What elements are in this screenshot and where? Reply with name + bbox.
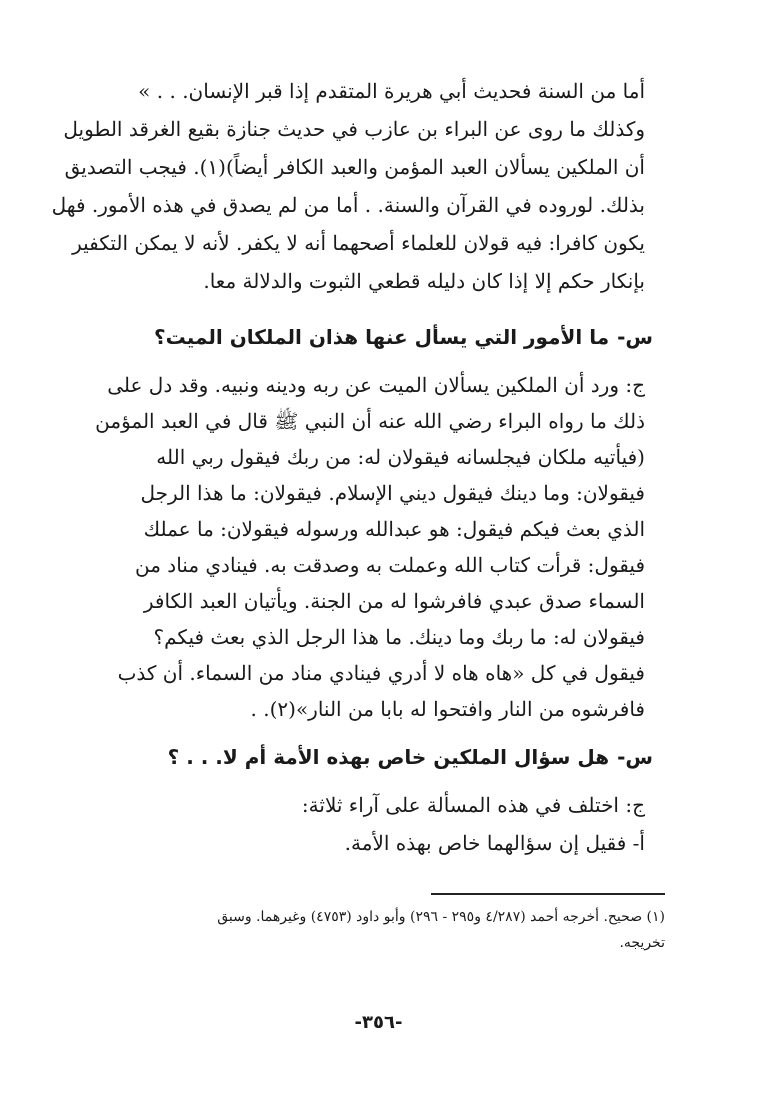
footnote [90,904,665,956]
intro-line-2: وكذلك ما روى عن البراء بن عازب في حديث جنازة بقيع الغرقد الطويل [63,117,645,141]
answer-paragraph-1 [90,368,645,728]
intro-line-1: أما من السنة فحديث أبي هريرة المتقدم إذا قبر الإنسان. . . » [138,79,645,103]
question-marker: س- [617,325,653,349]
answer2-line-1: ج: اختلف في هذه المسألة على آراء ثلاثة: [301,793,645,817]
intro-line-4: بذلك. لوروده في القرآن والسنة. . أما من لم يصدق في هذه الأمور. فهل [51,193,645,217]
question-marker: س- [617,745,653,769]
answer1-line-10: فافرشوه من النار وافتحوا له بابا من النار»(٢). . [250,697,645,721]
answer1-line-3: (فيأتيه ملكان فيجلسانه فيقولان له: من ربك فيقول ربي الله [156,445,645,469]
intro-line-3: أن الملكين يسألان العبد المؤمن والعبد الكافر أيضاً)(١). فيجب التصديق [64,155,645,179]
answer1-line-2: ذلك ما رواه البراء رضي الله عنه أن النبي ﷺ قال في العبد المؤمن [95,409,645,433]
answer1-line-1: ج: ورد أن الملكين يسألان الميت عن ربه ودينه ونبيه. وقد دل على [107,373,645,397]
answer1-line-8: فيقولان له: ما ربك وما دينك. ما هذا الرجل الذي بعث فيكم؟ [153,625,645,649]
question-heading-1 [154,320,653,354]
answer1-line-5: الذي بعث فيكم فيقول: هو عبدالله ورسوله فيقولان: ما عملك [143,517,645,541]
answer1-line-7: السماء صدق عبدي فافرشوا له من الجنة. ويأتيان العبد الكافر [143,589,645,613]
answer-paragraph-2 [90,788,645,868]
question-heading-2 [168,740,653,774]
intro-line-5: يكون كافرا: فيه قولان للعلماء أصحهما أنه لا يكفر. لأنه لا يمكن التكفير [72,231,645,255]
page-number: -٣٥٦- [354,1012,403,1033]
footnote-line-1: (١) صحيح. أخرجه أحمد (٤/٢٨٧ و٢٩٥ - ٢٩٦) وأبو داود (٤٧٥٣) وغيرهما. وسبق [217,909,665,925]
answer1-line-6: فيقول: قرأت كتاب الله وعملت به وصدقت به. فينادي مناد من [135,553,645,577]
question-text: هل سؤال الملكين خاص بهذه الأمة أم لا. . . ؟ [167,745,610,769]
intro-paragraph [51,74,645,304]
footnote-divider [431,893,665,895]
question-text: ما الأمور التي يسأل عنها هذان الملكان الميت؟ [154,325,610,349]
intro-line-6: بإنكار حكم إلا إذا كان دليله قطعي الثبوت والدلالة معا. [203,269,645,293]
answer1-line-9: فيقول في كل «هاه هاه لا أدري فينادي مناد من السماء. أن كذب [117,661,645,685]
answer1-line-4: فيقولان: وما دينك فيقول ديني الإسلام. فيقولان: ما هذا الرجل [140,481,645,505]
answer2-line-2: أ- فقيل إن سؤالهما خاص بهذه الأمة. [344,831,645,855]
footnote-line-2: تخريجه. [619,935,665,951]
